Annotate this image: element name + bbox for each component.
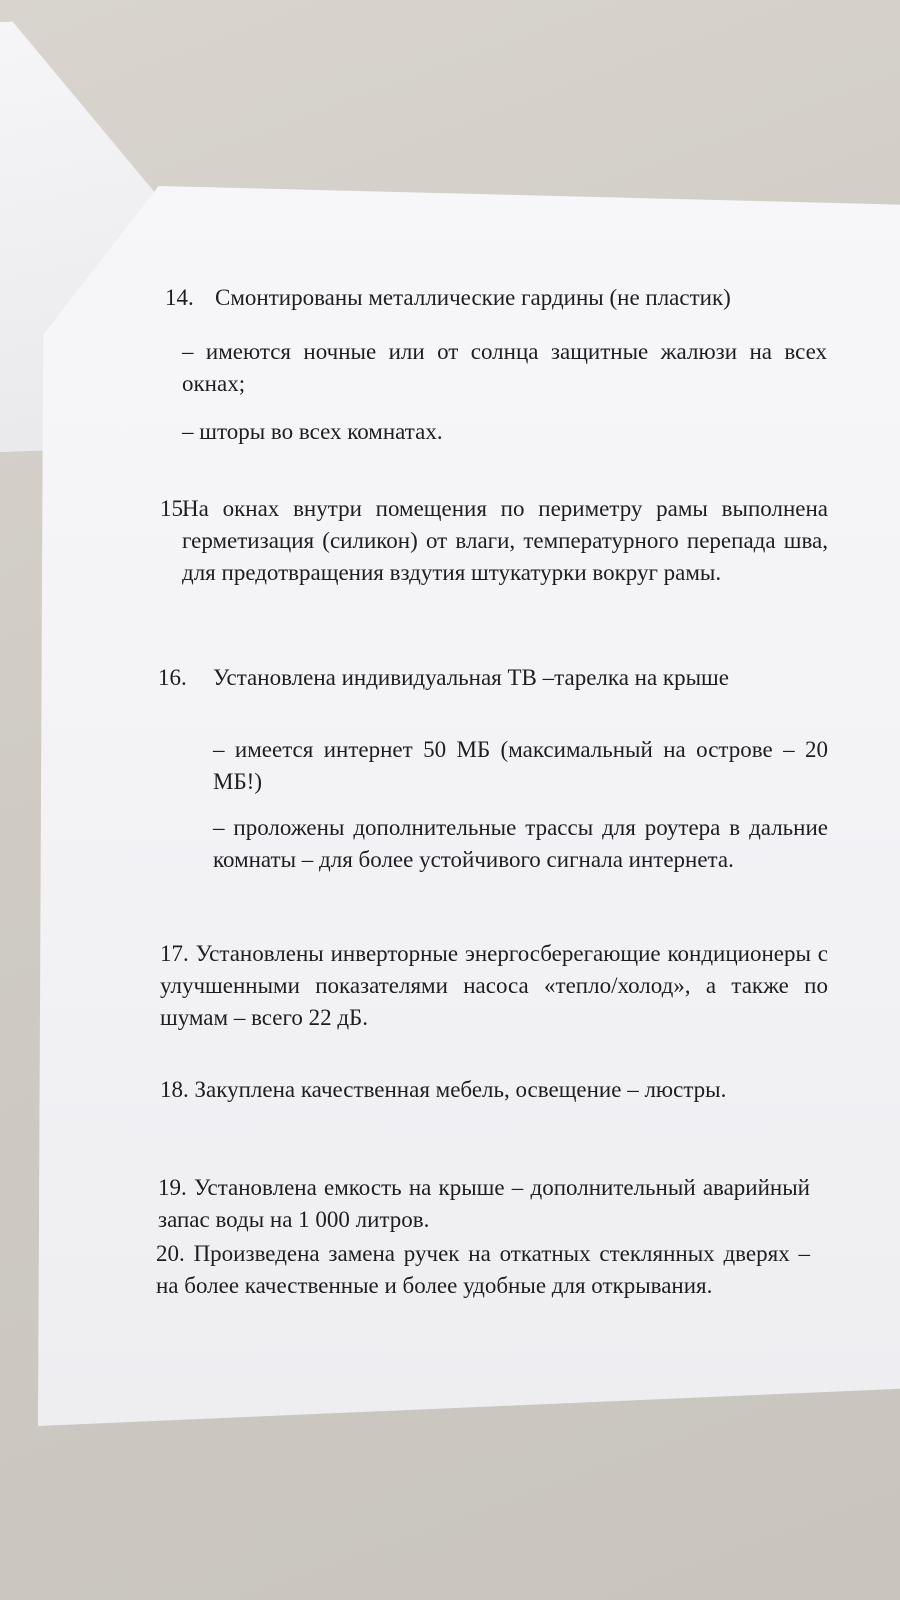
list-item-20: [156, 1238, 810, 1302]
list-item-18: [160, 1074, 810, 1106]
item-text: Установлена емкость на крыше – дополнительный аварийный запас воды на 1 000 литров.: [158, 1175, 810, 1232]
list-item-15: [160, 493, 828, 589]
item-text: Произведена замена ручек на откатных стеклянных дверях – на более качественные и более удобные для открывания.: [156, 1241, 810, 1298]
item-number: 16.: [158, 665, 187, 690]
sub-item: – имеются ночные или от солнца защитные жалюзи на всех окнах;: [182, 339, 827, 396]
sub-item: – имеется интернет 50 МБ (максимальный на острове – 20 МБ!): [213, 737, 828, 794]
item-number: 15.: [160, 496, 189, 521]
item-text: Установлена индивидуальная ТВ –тарелка на крыше: [213, 665, 729, 690]
item-text: Закуплена качественная мебель, освещение – люстры.: [194, 1077, 727, 1102]
item-text: Смонтированы металлические гардины (не пластик): [215, 285, 731, 310]
list-item-17: [160, 938, 828, 1034]
item-number: 17.: [160, 941, 189, 966]
list-item-16-heading: [158, 662, 828, 694]
sub-item: – проложены дополнительные трассы для роутера в дальние комнаты – для более устойчивого сигнала интернета.: [213, 815, 828, 872]
sub-item: – шторы во всех комнатах.: [182, 419, 443, 444]
item-number: 14.: [165, 285, 194, 310]
item-text: Установлены инверторные энергосберегающие кондиционеры с улучшенными показателями насоса «тепло/холод», а также по шумам – всего 22 дБ.: [160, 941, 829, 1030]
list-item-16: [158, 662, 828, 876]
item-number: 18.: [160, 1077, 189, 1102]
list-item-19: [158, 1172, 810, 1236]
item-number: 19.: [158, 1175, 187, 1200]
list-item-14-heading: [165, 282, 827, 314]
item-text: На окнах внутри помещения по периметру рамы выполнена герметизация (силикон) от влаги, температурного перепада шва, для предотвращения вздутия штукатурки вокруг рамы.: [182, 496, 828, 585]
item-number: 20.: [156, 1241, 185, 1266]
list-item-14: [165, 282, 827, 448]
